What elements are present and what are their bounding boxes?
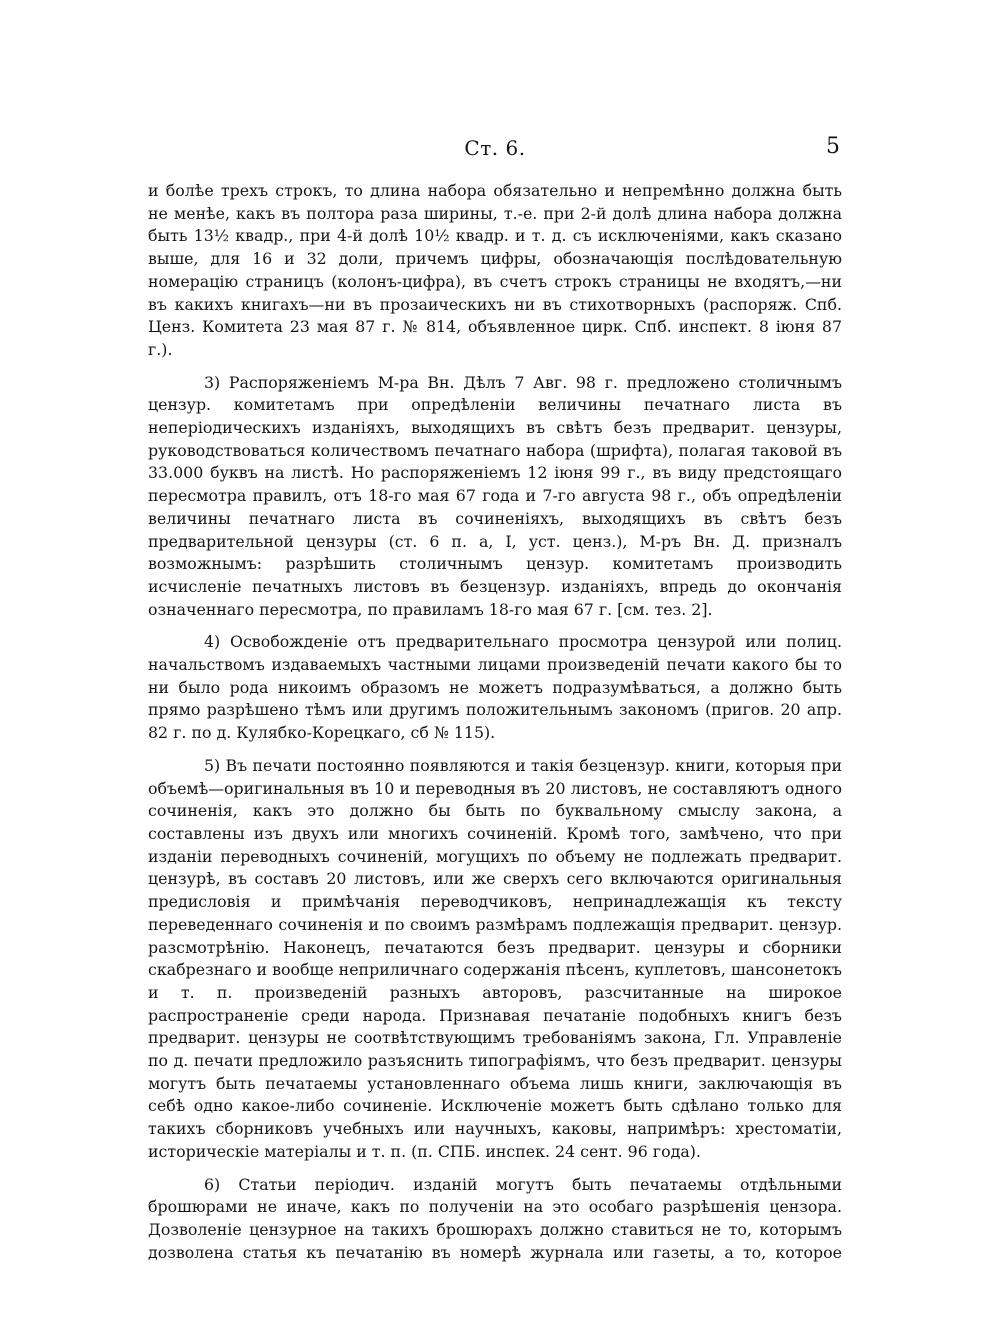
paragraph-5: 5) Въ печати постоянно появляются и такія безцензур. книги, которыя при объемѣ—оригинальныя въ 10 и переводныя въ 20 листовъ, не составляютъ одного сочиненія, какъ это должно бы быть по буквальному смыслу закона, а составлены изъ двухъ или многихъ сочиненій. Кромѣ того, замѣчено, что при изданіи переводныхъ сочиненій, могущихъ по объему не подлежать предварит. цензурѣ, въ составъ 20 листовъ, или же сверхъ сего включаются оригинальныя предисловія и примѣчанія переводчиковъ, непринадлежащія къ тексту переведеннаго сочиненія и по своимъ размѣрамъ подлежащія предварит. цензур. разсмотрѣнію. Наконецъ, печатаются безъ предварит. цензуры и сборники скабрезнаго и вообще неприличнаго содержанія пѣсенъ, куплетовъ, шансонетокъ и т. п. произведеній разныхъ авторовъ, разсчитанные на широкое распространеніе среди народа. Признавая печатаніе подобныхъ книгъ безъ предварит. цензуры не соотвѣтствующимъ требованіямъ закона, Гл. Управленіе по д. печати предложило разъяснить типографіямъ, что безъ предварит. цензуры могутъ быть печатаемы установленнаго объема лишь книги, заключающія въ себѣ одно какое-либо сочиненіе. Исключеніе можетъ быть сдѣлано только для такихъ сборниковъ учебныхъ или научныхъ, каковы, напримѣръ: хрестоматіи, историческіе матеріалы и т. п. (п. СПБ. инспек. 24 сент. 96 года). bbox=[148, 755, 842, 1161]
article-title: Ст. 6. bbox=[464, 136, 526, 160]
document-page bbox=[148, 128, 842, 1264]
paragraph-gap bbox=[148, 621, 842, 631]
paragraph-gap bbox=[148, 745, 842, 755]
paragraph-gap bbox=[148, 1164, 842, 1174]
paragraph-4: 4) Освобожденіе отъ предварительнаго просмотра цензурой или полиц. начальствомъ издаваемыхъ частными лицами произведеній печати какого бы то ни было рода никоимъ образомъ не можетъ подразумѣваться, а должно быть прямо разрѣшено тѣмъ или другимъ положительнымъ закономъ (пригов. 20 апр. 82 г. по д. Кулябко-Корецкаго, сб № 115). bbox=[148, 632, 842, 743]
page-number: 5 bbox=[826, 134, 840, 159]
paragraph-continuation: и болѣе трехъ строкъ, то длина набора обязательно и непремѣнно должна быть не менѣе, какъ въ полтора раза ширины, т.-е. при 2-й долѣ длина набора должна быть 13½ квадр., при 4-й долѣ 10½ квадр. и т. д. съ исключеніями, какъ сказано выше, для 16 и 32 доли, причемъ цифры, обозначающія послѣдовательную номерацію страницъ (колонъ-цифра), въ счетъ строкъ страницы не входятъ,—ни въ какихъ книгахъ—ни въ прозаическихъ ни въ стихотворныхъ (распоряж. Спб. Ценз. Комитета 23 мая 87 г. № 814, объявленное цирк. Спб. инспект. 8 іюня 87 г.). bbox=[148, 181, 842, 359]
paragraph-6: 6) Статьи періодич. изданій могутъ быть печатаемы отдѣльными брошюрами не иначе, какъ по полученіи на это особаго разрѣшенія цензора. Дозволеніе цензурное на такихъ брошюрахъ должно ставиться не то, которымъ дозволена статья къ печатанію въ номерѣ журнала или газеты, а то, которое bbox=[148, 1174, 842, 1262]
paragraph-3: 3) Распоряженіемъ М-ра Вн. Дѣлъ 7 Авг. 98 г. предложено столичнымъ цензур. комитетамъ при опредѣленіи величины печатнаго листа въ неперіодическихъ изданіяхъ, выходящихъ въ свѣтъ безъ предварит. цензуры, руководствоваться количествомъ печатнаго набора (шрифта), полагая таковой въ 33.000 буквъ на листѣ. Но распоряженіемъ 12 іюня 99 г., въ виду предстоящаго пересмотра правилъ, отъ 18-го мая 67 года и 7-го августа 98 г., объ опредѣленіи величины печатнаго листа въ сочиненіяхъ, выходящихъ въ свѣтъ безъ предварительной цензуры (ст. 6 п. а, I, уст. ценз.), М-ръ Вн. Д. призналъ возможнымъ: разрѣшить столичнымъ цензур. комитетамъ производить исчисленіе печатныхъ листовъ въ безцензур. изданіяхъ, впредь до окончанія означеннаго пересмотра, по правиламъ 18-го мая 67 г. [см. тез. 2]. bbox=[148, 372, 842, 619]
page-header bbox=[148, 128, 842, 168]
paragraph-gap bbox=[148, 362, 842, 372]
